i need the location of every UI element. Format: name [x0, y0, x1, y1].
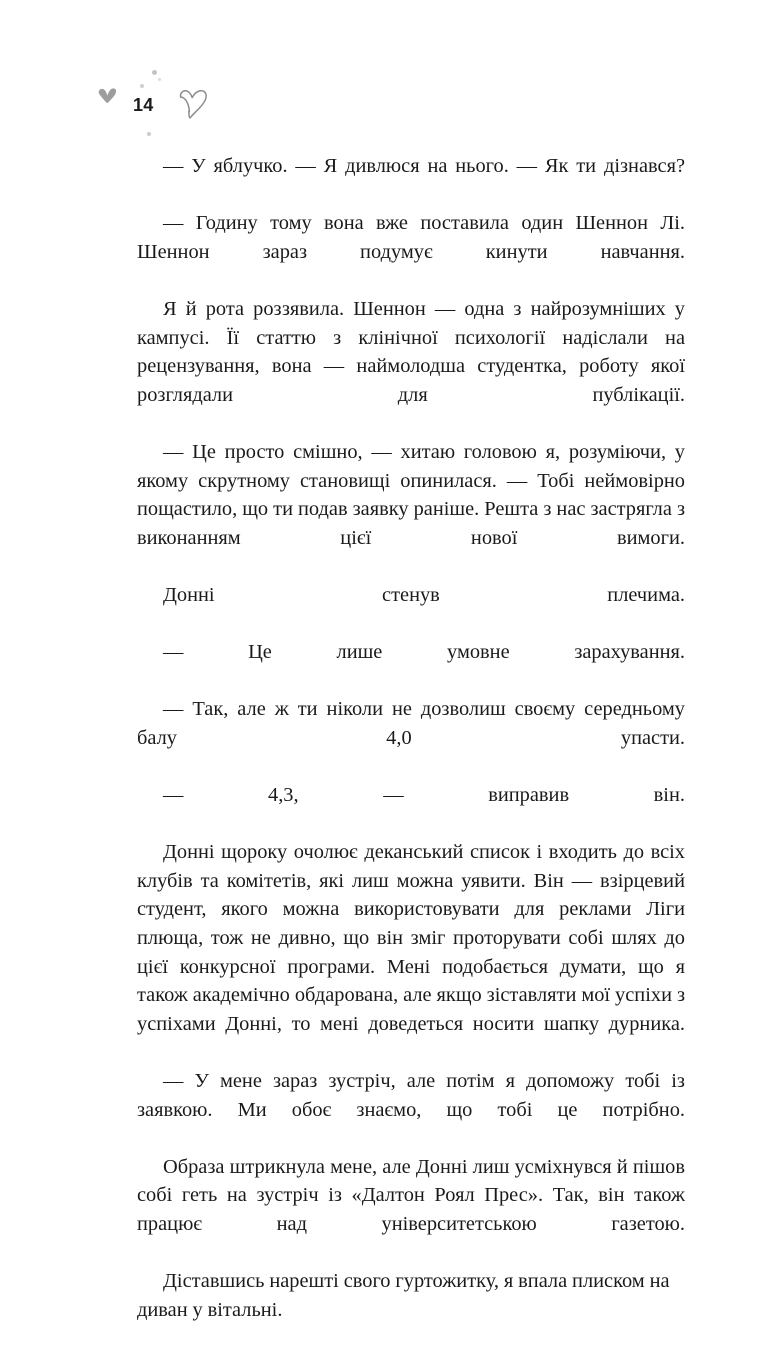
- heart-filled-icon: [96, 84, 122, 110]
- sparkle-dot-icon: [158, 78, 161, 81]
- body-paragraph: Я й рота роззявила. Шеннон — одна з найрозумніших у кампусі. Її статтю з клінічної психології надіслали на рецензування, вона — наймолодша студентка, роботу якої розглядали для публікації.: [137, 297, 685, 406]
- body-paragraph: Діставшись нарешті свого гуртожитку, я впала плиском на диван у вітальні.: [137, 1270, 670, 1321]
- body-paragraph: — У яблучко. — Я дивлюся на нього. — Як ти дізнався?: [163, 155, 685, 177]
- body-paragraph: Донні щороку очолює деканський список і входить до всіх клубів та комітетів, які лиш можна уявити. Він — взірцевий студент, якого можна використовувати для реклами Ліги плюща, тож не дивно, що він зміг проторувати собі шлях до цієї конкурсної програми. Мені подобається думати, що я також академічно обдарована, але якщо зіставляти мої успіхи з успіхами Донні, то мені доведеться носити шапку дурника.: [137, 841, 685, 1035]
- sparkle-dot-icon: [140, 84, 144, 88]
- body-paragraph: — 4,3, — виправив він.: [163, 784, 685, 807]
- body-paragraph: — Годину тому вона вже поставила один Шеннон Лі. Шеннон зараз подумує кинути навчання.: [137, 212, 685, 263]
- body-paragraph: Донні стенув плечима.: [163, 583, 685, 606]
- body-paragraph: — Це лише умовне зарахування.: [163, 641, 685, 664]
- body-paragraph: — Це просто смішно, — хитаю головою я, розуміючи, у якому скрутному становищі опинилася. — Тобі неймовірно пощастило, що ти подав заявку раніше. Решта з нас застрягла з виконанням цієї нової вимоги.: [137, 440, 685, 549]
- body-paragraph: Образа штрикнула мене, але Донні лиш усміхнувся й пішов собі геть на зустріч із «Далтон Роял Прес». Так, він також працює над університетською газетою.: [137, 1155, 685, 1235]
- sparkle-dot-icon: [147, 132, 151, 136]
- sparkle-dot-icon: [152, 70, 157, 75]
- page-header: [0, 0, 780, 150]
- page-number: 14: [133, 95, 154, 115]
- body-paragraph: — Так, але ж ти ніколи не дозволиш своєму середньому балу 4,0 упасти.: [137, 698, 685, 749]
- page-body: [137, 152, 685, 1353]
- body-paragraph: — У мене зараз зустріч, але потім я допоможу тобі із заявкою. Ми обоє знаємо, що тобі це потрібно.: [137, 1070, 685, 1121]
- heart-outline-icon: [176, 88, 212, 126]
